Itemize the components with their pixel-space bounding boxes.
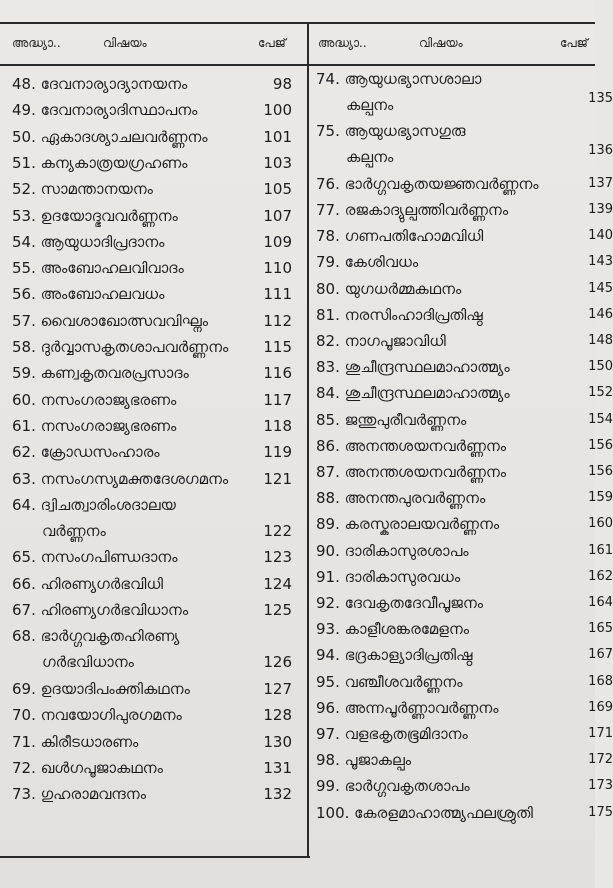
toc-entry-page: 115 [263,338,292,356]
toc-entry-title: 84. ശുചീന്ദ്രസ്ഥലമാഹാത്മ്യം [316,384,510,403]
toc-entry [316,328,613,354]
toc-entry-title: 78. ഗണപതിഹോമവിധി [316,227,484,246]
toc-entry-title: 52. സാമന്താനയനം [12,180,153,199]
toc-entry-title: 77. രജകാദ്യുല്പത്തിവർണ്ണനം [316,201,509,219]
right-header-subject: വിഷയം [419,36,463,50]
toc-entry-title: 79. കേശിവധം [316,253,419,272]
toc-entry-title: 95. വഞ്ചീശവർണ്ണനം [316,672,463,691]
toc-entry-page: 131 [263,758,292,777]
toc-entry-page: 105 [263,180,292,199]
toc-entry-page: 118 [263,416,292,435]
toc-entry-page: 139 [588,202,613,217]
toc-entry [316,223,613,249]
toc-entry-title: 80. യുഗധർമ്മകഥനം [316,279,462,298]
toc-entry-title: 82. നാഗപൂജാവിധി [316,332,446,350]
toc-entry-page: 164 [588,595,613,610]
right-header-chapter: അദ്ധ്യാ.. [318,36,367,50]
toc-entry-title: 59. കണ്വകൃതവരപ്രസാദം [12,364,189,383]
toc-entry-title: 48. ദേവനാര്യാദ്യാനയനം [12,75,188,93]
toc-entry-page: 173 [588,778,613,794]
toc-entry-page: 130 [263,732,292,751]
left-header-subject: വിഷയം [103,36,147,50]
toc-entry [316,747,613,773]
toc-entry [316,721,613,747]
toc-entry [12,492,300,544]
toc-entry-title: 85. ജന്തുപുരീവർണ്ണനം [316,410,467,429]
toc-entry [316,276,613,302]
toc-entry-page: 100 [263,101,292,120]
toc-entry-page: 121 [263,469,292,488]
toc-entry [12,466,300,492]
toc-entry-page: 101 [263,127,292,146]
toc-entry-title: 81. നരസിംഹാദിപ്രതിഷ്ഠ [316,305,483,324]
toc-entry-title: 49. ദേവനാര്യാദിസ്ഥാപനം [12,101,198,120]
toc-entry [316,118,613,170]
toc-entry-title: 56. അംബോഹലവധം [12,285,165,304]
bottom-rule [0,856,310,858]
toc-entry [316,773,613,799]
toc-entry [316,433,613,459]
toc-entry-title: 90. ദാരികാസുരശാപം [316,541,469,560]
toc-entry [316,249,613,275]
toc-entry-page: 103 [263,153,292,172]
toc-entry [316,354,613,380]
toc-entry-title: 97. വളഭകൃതഭൂമിദാനം [316,725,468,743]
toc-entry-title-continued: കല്പനം [346,148,394,167]
toc-entry [12,544,300,570]
toc-entry-page: 126 [263,653,292,672]
toc-entry-title: 93. കാളീശങ്കരമേളനം [316,620,470,639]
toc-entry-title: 92. ദേവകൃതദേവീപൂജനം [316,594,484,612]
toc-entry-page: 125 [263,601,292,619]
toc-entry-page: 154 [588,411,613,427]
toc-entry [316,459,613,485]
toc-entry [12,387,300,413]
toc-entry [316,695,613,721]
toc-entry [12,308,300,334]
toc-entry-title: 87. അനന്തശയനവർണ്ണനം [316,463,507,481]
toc-entry-title: 73. ഗുഹരാമവന്ദനം [12,785,146,804]
toc-entry [12,623,300,675]
toc-entry-title: 69. ഉദയാദിപംക്തികഥനം [12,679,190,698]
toc-entry-title: 60. നസംഗരാജ്യഭരണം [12,390,177,409]
toc-entry-title-continued: വർണ്ണനം [42,521,106,540]
toc-entry-page: 172 [588,752,613,768]
toc-entry-page: 159 [588,490,613,506]
toc-entry-title: 75. ആയുധഭ്യാസഗുരു [316,122,466,141]
toc-entry [316,485,613,511]
toc-entry [316,302,613,328]
toc-entry-page: 98 [272,75,292,93]
toc-entry-title: 96. അന്നപൂർണ്ണാവർണ്ണനം [316,698,499,717]
toc-entry-title: 55. അംബോഹലവിവാദം [12,259,184,278]
toc-entry-title: 58. ദുർവ്വാസകൃതശാപവർണ്ണനം [12,338,229,356]
toc-entry-page: 116 [263,364,292,383]
toc-entry-page: 110 [263,259,292,278]
toc-entry [12,255,300,281]
toc-entry [12,124,300,150]
toc-entry-page: 140 [588,228,613,244]
toc-entry-page: 112 [263,311,292,330]
toc-entry [12,597,300,623]
toc-entry [12,281,300,307]
toc-entry [316,642,613,668]
toc-entry-page: 143 [588,254,613,270]
top-rule [0,22,595,24]
toc-entry-page: 167 [588,647,613,663]
toc-entry-page: 152 [588,385,613,401]
toc-entry-title: 89. കരസ്കരാലയവർണ്ണനം [316,515,500,534]
toc-entry-title: 74. ആയുധഭ്യാസശാലാ [316,70,482,88]
toc-entry [316,564,613,590]
toc-entry-page: 124 [263,574,292,593]
toc-entry-title: 91. ദാരികാസുരവധം [316,567,461,586]
left-header-chapter: അദ്ധ്യാ.. [12,36,61,50]
toc-entry-page: 109 [263,232,292,251]
toc-entry-page: 161 [588,542,613,558]
toc-entry-page: 135 [588,91,613,106]
toc-entry-page: 117 [263,390,292,409]
toc-entry [12,334,300,360]
toc-entry-page: 168 [588,673,613,689]
toc-entry-page: 136 [588,143,613,159]
toc-entry-page: 122 [263,521,292,540]
toc-entry-title: 99. ഭാർഗ്ഗവകൃതശാപം [316,777,470,796]
toc-entry-page: 165 [588,621,613,637]
toc-entry-title: 86. അനന്തശയനവർണ്ണനം [316,436,507,455]
toc-entry [316,616,613,642]
toc-entry [316,590,613,616]
toc-entry-title: 67. ഹിരണ്യഗർഭവിധാനം [12,601,189,619]
toc-entry-title: 53. ഉദയോദ്ഭവവർണ്ണനം [12,206,178,225]
toc-entry-page: 119 [263,443,292,462]
toc-entry-title: 61. നസംഗരാജ്യഭരണം [12,416,177,435]
toc-entry-title: 71. കിരീടധാരണം [12,732,139,751]
toc-entry-title: 65. നസംഗപിണ്ഡദാനം [12,548,178,567]
toc-entry-page: 107 [263,206,292,225]
toc-entry-page: 175 [588,804,613,820]
toc-entry [12,150,300,176]
toc-entry-page: 171 [588,726,613,741]
toc-entry-page: 160 [588,516,613,532]
toc-entry [12,229,300,255]
toc-entry-title: 63. നസംഗസ്യമക്തദേശഗമനം [12,469,229,488]
toc-entry-page: 123 [263,548,292,567]
toc-entry-title: 72. ഖൾഗപൂജാകഥനം [12,758,163,777]
toc-entry-page: 128 [263,706,292,725]
toc-entry [316,511,613,537]
toc-entry-title: 100. കേരളമാഹാത്മ്യഫലശ്രുതി [316,803,533,822]
toc-entry [12,781,300,807]
toc-entry-title-continued: കല്പനം [346,96,394,114]
toc-entry-title: 54. ആയുധാദിപ്രദാനം [12,232,165,251]
left-header-page: പേജ് [258,36,286,50]
toc-entry [316,171,613,197]
toc-entry-page: 132 [263,785,292,804]
toc-entry [12,97,300,123]
toc-entry [316,669,613,695]
toc-entry-title: 76. ഭാർഗ്ഗവകൃതയജ്ഞവർണ്ണനം [316,174,539,193]
toc-entry-title: 50. ഏകാദശ്യാചലവർണ്ണനം [12,127,208,146]
toc-entry-title: 66. ഹിരണ്യഗർഭവിധി [12,574,163,593]
toc-entry [316,407,613,433]
toc-entry [316,380,613,406]
toc-entry-title: 70. നവയോഗിപുരഗമനം [12,706,182,725]
column-divider [307,22,309,858]
toc-entry-page: 111 [263,285,292,304]
toc-entry [12,360,300,386]
toc-entry [12,571,300,597]
toc-entry [12,71,300,97]
toc-entry [12,439,300,465]
toc-entry-page: 148 [588,333,613,348]
toc-entry-page: 169 [588,699,613,715]
toc-entry-title: 57. വൈശാഖോത്സവവിഘ്നം [12,311,209,330]
toc-entry-page: 146 [588,306,613,322]
toc-entry [316,538,613,564]
toc-entry [12,702,300,728]
toc-entry [316,197,613,223]
toc-entry-page: 145 [588,280,613,296]
toc-entry-title: 68. ഭാർഗ്ഗവകൃതഹിരണ്യ [12,627,180,646]
toc-entry-page: 127 [263,679,292,698]
right-header-page: പേജ് [560,36,588,50]
toc-entry-title: 51. കന്യകാത്രയഗ്രഹണം [12,153,188,172]
toc-entry-page: 156 [588,437,613,453]
toc-entry-title: 64. ദ്വിചത്വാരിംശദാലയ [12,495,176,514]
toc-entry-title: 62. ക്രോഡസംഹാരം [12,443,160,462]
toc-entry-page: 150 [588,359,613,375]
toc-entry-page: 156 [588,464,613,479]
toc-entry-title: 88. അനന്തപുരവർണ്ണനം [316,489,486,508]
toc-entry [12,413,300,439]
toc-entry [12,676,300,702]
toc-entry [316,800,613,826]
toc-entry [12,755,300,781]
toc-entry-page: 137 [588,175,613,191]
toc-entry [12,203,300,229]
toc-entry-page: 162 [588,568,613,584]
toc-entry-title: 83. ശുചീന്ദ്രസ്ഥലമാഹാത്മ്യം [316,358,510,377]
toc-entry-title-continued: ഗർഭവിധാനം [42,653,134,672]
toc-entry [316,66,613,118]
toc-entry-title: 94. ഭദ്രകാള്യാദിപ്രതിഷ്ഠ [316,646,473,665]
toc-entry [12,729,300,755]
toc-entry [12,176,300,202]
toc-entry-title: 98. പൂജാകല്പം [316,751,412,770]
